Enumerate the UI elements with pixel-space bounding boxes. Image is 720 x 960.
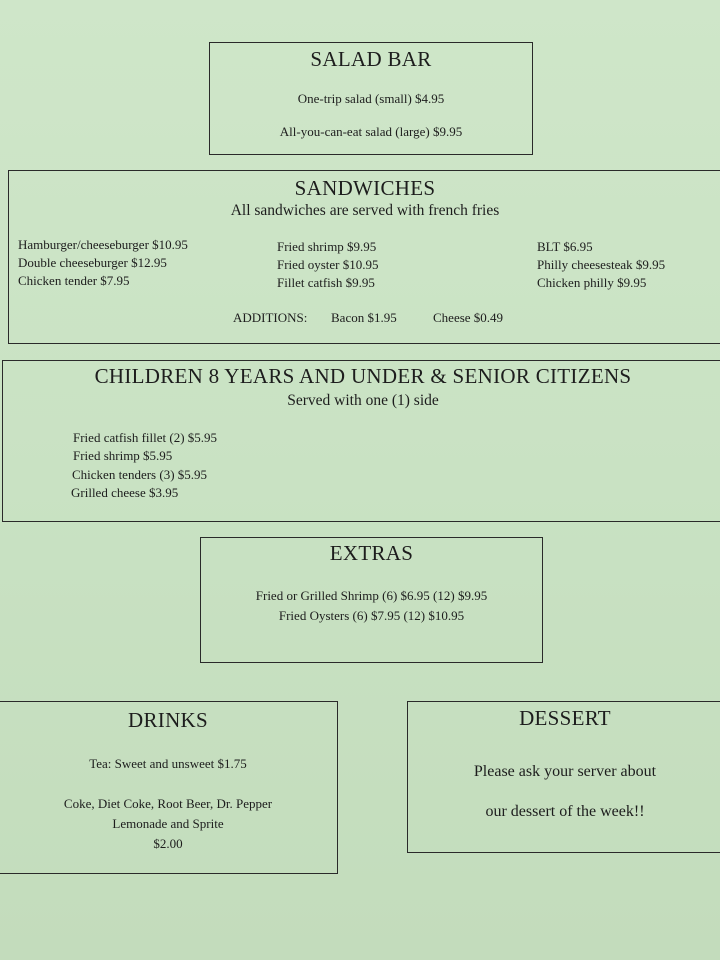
salad-bar-item-large: All-you-can-eat salad (large) $9.95 bbox=[279, 124, 463, 139]
dessert-line-1: Please ask your server about bbox=[473, 763, 657, 780]
extras-title: EXTRAS bbox=[329, 541, 414, 565]
children-seniors-section bbox=[2, 360, 720, 522]
dessert-section bbox=[407, 701, 720, 853]
addition-item: Bacon $1.95 bbox=[331, 310, 397, 325]
sandwich-item: Philly cheesesteak $9.95 bbox=[537, 257, 666, 272]
drinks-section bbox=[0, 701, 338, 874]
sandwich-item: Fillet catfish $9.95 bbox=[277, 275, 375, 290]
sandwich-item: Chicken philly $9.95 bbox=[537, 275, 647, 290]
children-item: Chicken tenders (3) $5.95 bbox=[72, 467, 208, 482]
sandwiches-subtitle: All sandwiches are served with french fries bbox=[230, 202, 500, 219]
extras-item-shrimp: Fried or Grilled Shrimp (6) $6.95 (12) $9.95 bbox=[255, 588, 488, 603]
drinks-tea: Tea: Sweet and unsweet $1.75 bbox=[89, 756, 247, 771]
sandwich-item: Fried shrimp $9.95 bbox=[277, 239, 377, 254]
sandwiches-section bbox=[8, 170, 720, 344]
children-seniors-subtitle: Served with one (1) side bbox=[287, 392, 439, 409]
salad-bar-section bbox=[209, 42, 533, 155]
dessert-line-2: our dessert of the week!! bbox=[485, 803, 645, 820]
addition-item: Cheese $0.49 bbox=[433, 310, 504, 325]
salad-bar-item-small: One-trip salad (small) $4.95 bbox=[297, 91, 445, 106]
drinks-sodas-2: Lemonade and Sprite bbox=[112, 816, 224, 831]
extras-section bbox=[200, 537, 543, 663]
sandwich-item: BLT $6.95 bbox=[537, 239, 593, 254]
dessert-title: DESSERT bbox=[519, 706, 611, 730]
salad-bar-title: SALAD BAR bbox=[310, 47, 432, 71]
children-item: Grilled cheese $3.95 bbox=[71, 485, 179, 500]
sandwich-item: Hamburger/cheeseburger $10.95 bbox=[18, 237, 188, 252]
sandwich-item: Double cheeseburger $12.95 bbox=[18, 255, 167, 270]
sandwich-item: Chicken tender $7.95 bbox=[18, 273, 130, 288]
drinks-title: DRINKS bbox=[128, 708, 208, 732]
children-item: Fried shrimp $5.95 bbox=[73, 448, 173, 463]
children-item: Fried catfish fillet (2) $5.95 bbox=[73, 430, 218, 445]
additions-label: ADDITIONS: bbox=[233, 310, 308, 325]
drinks-sodas: Coke, Diet Coke, Root Beer, Dr. Pepper bbox=[63, 796, 273, 811]
children-seniors-title: CHILDREN 8 YEARS AND UNDER & SENIOR CITIZENS bbox=[94, 364, 632, 388]
drinks-sodas-price: $2.00 bbox=[153, 836, 183, 851]
extras-item-oysters: Fried Oysters (6) $7.95 (12) $10.95 bbox=[278, 608, 465, 623]
sandwich-item: Fried oyster $10.95 bbox=[277, 257, 379, 272]
sandwiches-title: SANDWICHES bbox=[294, 176, 436, 200]
